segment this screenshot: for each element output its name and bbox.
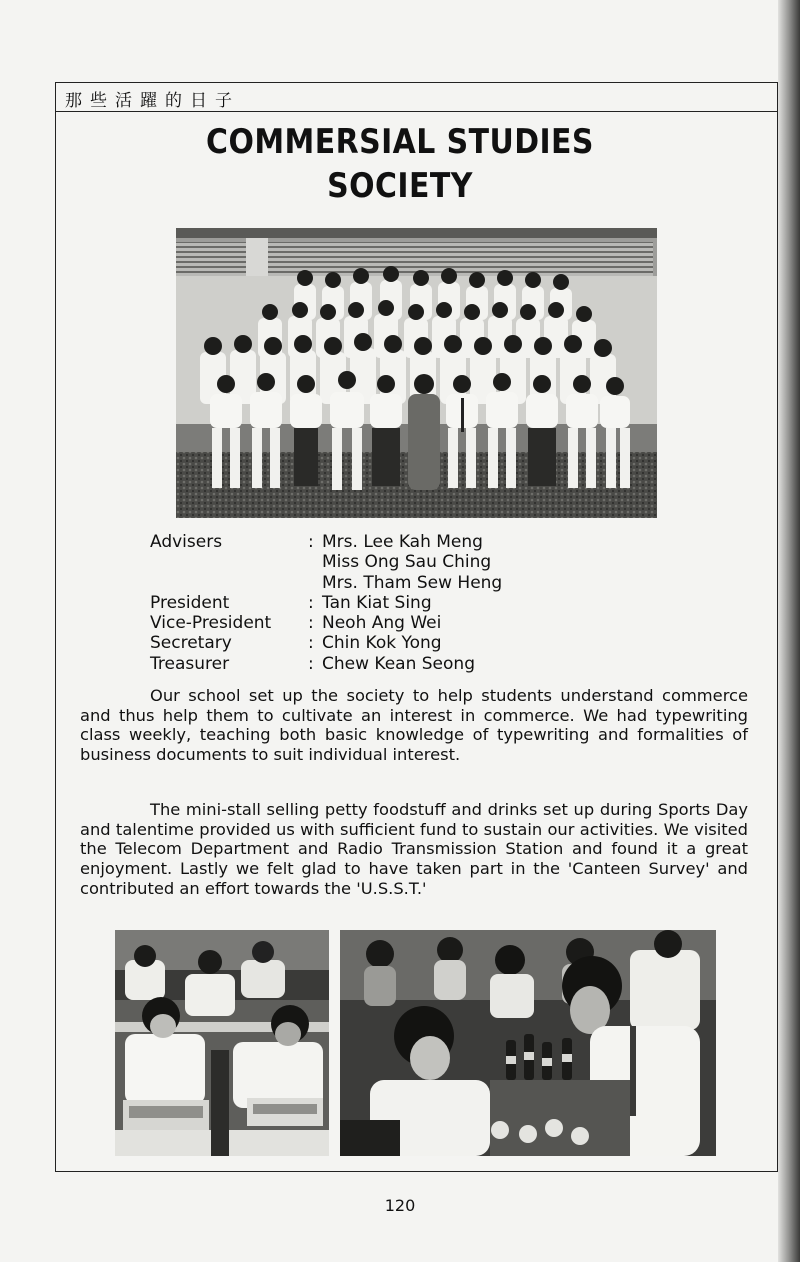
committee-row-president	[150, 593, 502, 613]
group-photo	[176, 228, 657, 518]
role-label: President	[150, 592, 230, 613]
page-title-line2: SOCIETY	[327, 166, 473, 206]
adviser-name: Mrs. Tham Sew Heng	[322, 572, 503, 593]
page-title-line1: COMMERSIAL STUDIES	[206, 122, 594, 162]
role-label: Secretary	[150, 633, 232, 654]
page-number: 120	[384, 1196, 416, 1215]
role-names	[322, 532, 502, 593]
colon-separator: :	[308, 613, 314, 634]
role-label: Vice-President	[150, 613, 272, 634]
role-name: Neoh Ang Wei	[322, 613, 442, 634]
colon-separator: :	[308, 653, 314, 674]
colon-separator: :	[308, 532, 314, 552]
colon-separator: :	[308, 633, 314, 654]
role-label: Advisers	[150, 532, 223, 552]
page-edge-shadow	[778, 0, 800, 1262]
committee-row-advisers	[150, 532, 502, 593]
typing-class-photo	[115, 930, 329, 1156]
committee-row-treasurer	[150, 654, 502, 674]
committee-row-vice-president	[150, 613, 502, 633]
role-label: Treasurer	[150, 653, 230, 674]
role-name: Chew Kean Seong	[322, 653, 475, 674]
committee-row-secretary	[150, 633, 502, 653]
body-paragraph-2: The mini-stall selling petty foodstuff and drinks set up during Sports Day and talentime provided us with sufficient fund to sustain our activities. We visited the Telecom Department and Radio Transmission Station and found it a great enjoyment. Lastly we felt glad to have taken part in the 'Canteen Survey' and contributed an effort towards the 'U.S.S.T.'	[80, 800, 748, 898]
role-name: Tan Kiat Sing	[322, 592, 432, 613]
committee-list	[150, 532, 502, 674]
body-paragraph-1: Our school set up the society to help students understand commerce and thus help them to cultivate an interest in commerce. We had typewriting class weekly, teaching both basic knowledge of typewriting and formalities of business documents to suit individual interest.	[80, 686, 748, 765]
header-bar	[55, 82, 778, 112]
adviser-name: Miss Ong Sau Ching	[322, 552, 492, 573]
colon-separator: :	[308, 592, 314, 613]
mini-stall-photo	[340, 930, 716, 1156]
adviser-name: Mrs. Lee Kah Meng	[322, 532, 483, 552]
role-name: Chin Kok Yong	[322, 633, 442, 654]
chinese-section-title: 那些活躍的日子	[65, 91, 240, 111]
